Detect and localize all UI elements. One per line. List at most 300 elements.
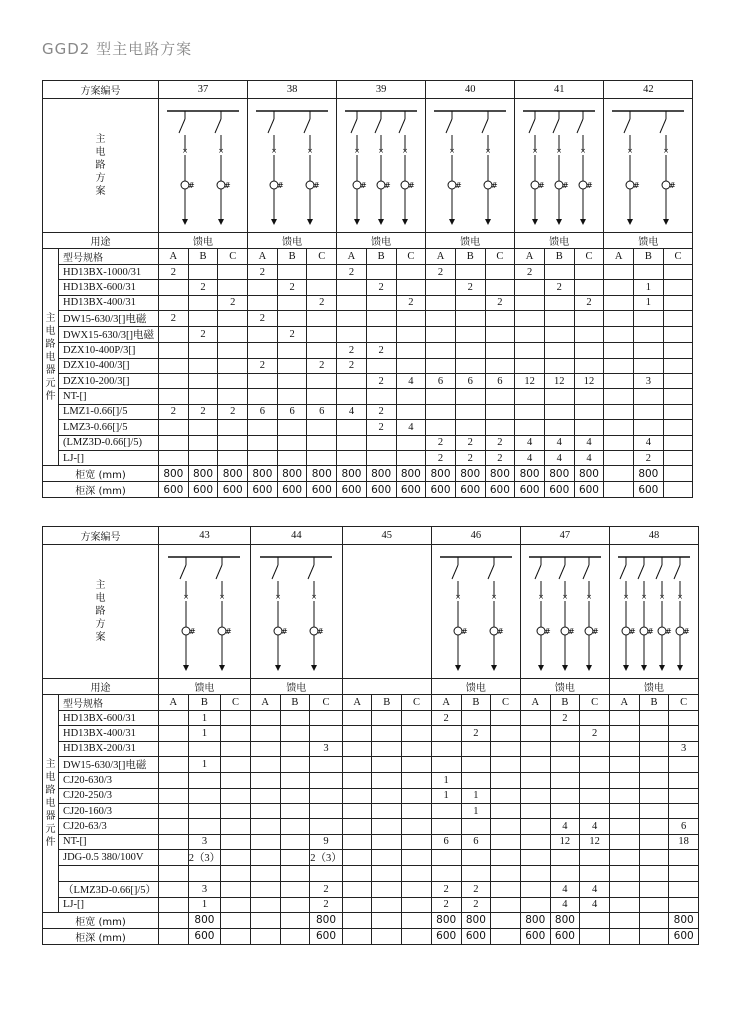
component-qty	[604, 358, 634, 373]
cabinet-depth-label: 柜深 (mm)	[43, 928, 159, 944]
component-qty	[337, 389, 367, 404]
component-qty	[159, 435, 189, 450]
component-qty: 6	[277, 404, 307, 419]
cabinet-depth-value	[221, 928, 251, 944]
phase-label: C	[218, 249, 248, 265]
component-qty	[609, 757, 639, 773]
component-qty	[218, 373, 248, 388]
component-qty: 2	[310, 897, 343, 912]
component-qty	[461, 773, 491, 788]
scheme-no-label: 方案编号	[43, 81, 159, 99]
cabinet-width-value: 800	[520, 912, 550, 928]
component-qty	[485, 358, 515, 373]
component-qty	[669, 788, 699, 803]
component-qty	[639, 897, 669, 912]
component-qty	[461, 757, 491, 773]
component-qty: 2	[396, 295, 426, 310]
component-qty: 4	[550, 819, 580, 834]
component-qty	[218, 265, 248, 280]
cabinet-width-value: 800	[396, 466, 426, 482]
component-qty	[663, 265, 693, 280]
component-qty	[248, 280, 278, 295]
component-qty	[426, 311, 456, 327]
scheme-number: 38	[248, 81, 337, 99]
cabinet-depth-value	[491, 928, 521, 944]
component-qty	[277, 435, 307, 450]
svg-text:×: ×	[454, 592, 461, 601]
component-qty	[310, 757, 343, 773]
component-qty: 2	[310, 881, 343, 897]
cabinet-depth-value: 600	[634, 482, 664, 498]
component-qty	[396, 280, 426, 295]
phase-label: C	[485, 249, 515, 265]
component-qty	[520, 711, 550, 726]
component-qty	[634, 265, 664, 280]
cabinet-width-value	[491, 912, 521, 928]
component-qty	[574, 404, 604, 419]
usage-value: 馈电	[248, 233, 337, 249]
cabinet-depth-value: 600	[366, 482, 396, 498]
elements-label-text: 主 电 路 电 器 元 件	[45, 758, 56, 848]
component-qty	[342, 819, 372, 834]
component-qty: 2	[159, 265, 189, 280]
component-qty	[426, 343, 456, 358]
phase-label: C	[221, 695, 251, 711]
svg-text:#: #	[538, 180, 545, 190]
component-qty	[337, 311, 367, 327]
component-qty	[455, 389, 485, 404]
svg-text:×: ×	[580, 146, 587, 155]
component-qty	[520, 866, 550, 881]
svg-text:#: #	[455, 180, 462, 190]
phase-label: C	[580, 695, 610, 711]
component-qty: 3	[310, 741, 343, 756]
component-qty	[307, 373, 337, 388]
component-qty: 2（3）	[310, 850, 343, 866]
component-qty	[634, 389, 664, 404]
component-qty	[396, 450, 426, 465]
component-qty	[280, 788, 310, 803]
component-qty	[159, 741, 189, 756]
cabinet-width-value	[604, 466, 634, 482]
circuit-diagram-cell	[248, 99, 337, 233]
component-qty	[342, 757, 372, 773]
component-qty	[188, 788, 221, 803]
component-qty: 2	[550, 711, 580, 726]
component-qty	[604, 311, 634, 327]
component-name: DW15-630/3[]电磁	[59, 311, 159, 327]
component-qty: 2	[426, 265, 456, 280]
component-name: CJ20-63/3	[59, 819, 159, 834]
phase-label: A	[609, 695, 639, 711]
component-qty	[604, 280, 634, 295]
cabinet-width-value	[372, 912, 402, 928]
component-qty	[396, 311, 426, 327]
cabinet-depth-value	[402, 928, 432, 944]
component-qty	[277, 420, 307, 435]
component-qty	[250, 897, 280, 912]
svg-text:#: #	[188, 180, 195, 190]
component-qty	[159, 819, 189, 834]
component-qty	[188, 773, 221, 788]
component-qty: 4	[396, 373, 426, 388]
usage-value: 馈电	[431, 679, 520, 695]
cabinet-width-value: 800	[310, 912, 343, 928]
component-qty: 1	[461, 788, 491, 803]
component-qty	[604, 404, 634, 419]
component-qty: 6	[248, 404, 278, 419]
component-qty	[277, 389, 307, 404]
component-name: HD13BX-400/31	[59, 726, 159, 741]
component-qty: 2	[485, 435, 515, 450]
component-qty	[639, 866, 669, 881]
circuit-diagram	[161, 101, 245, 231]
component-name: CJ20-250/3	[59, 788, 159, 803]
component-qty: 2	[366, 404, 396, 419]
component-qty	[604, 435, 634, 450]
component-qty	[580, 803, 610, 818]
component-qty	[609, 866, 639, 881]
component-qty: 2	[277, 280, 307, 295]
phase-label: B	[461, 695, 491, 711]
component-qty	[544, 389, 574, 404]
component-name: NT-[]	[59, 389, 159, 404]
scheme-number: 47	[520, 527, 609, 545]
component-qty	[634, 420, 664, 435]
svg-text:×: ×	[585, 592, 592, 601]
svg-text:#: #	[281, 626, 289, 636]
svg-text:×: ×	[307, 146, 314, 155]
component-qty	[402, 866, 432, 881]
component-qty: 2	[307, 295, 337, 310]
component-qty	[372, 803, 402, 818]
component-qty: 2	[461, 897, 491, 912]
component-qty: 12	[544, 373, 574, 388]
component-qty	[402, 773, 432, 788]
component-qty	[491, 803, 521, 818]
component-qty: 6	[426, 373, 456, 388]
cabinet-width-value	[159, 912, 189, 928]
scheme-no-label: 方案编号	[43, 527, 159, 545]
component-qty	[639, 741, 669, 756]
component-qty	[221, 757, 251, 773]
component-qty	[372, 757, 402, 773]
component-qty	[550, 850, 580, 866]
component-qty: 2	[485, 295, 515, 310]
circuit-diagram-cell	[609, 545, 698, 679]
circuit-diagram	[606, 101, 690, 231]
component-qty	[250, 866, 280, 881]
component-qty: 2	[366, 343, 396, 358]
component-qty	[159, 280, 189, 295]
component-qty	[431, 866, 461, 881]
component-qty	[221, 711, 251, 726]
circuit-diagram	[250, 101, 334, 231]
cabinet-width-value: 800	[188, 466, 218, 482]
component-qty	[544, 404, 574, 419]
component-qty	[402, 881, 432, 897]
component-qty	[277, 358, 307, 373]
component-qty	[663, 343, 693, 358]
component-qty	[280, 741, 310, 756]
component-qty	[609, 741, 639, 756]
component-qty	[669, 897, 699, 912]
component-qty	[342, 773, 372, 788]
component-qty	[520, 897, 550, 912]
component-qty	[574, 389, 604, 404]
component-qty	[485, 343, 515, 358]
elements-label	[43, 249, 59, 466]
svg-text:#: #	[384, 180, 391, 190]
component-qty	[431, 803, 461, 818]
cabinet-width-value: 800	[366, 466, 396, 482]
cabinet-width-value: 800	[248, 466, 278, 482]
component-qty	[188, 373, 218, 388]
circuit-diagram	[434, 547, 518, 677]
cabinet-width-value: 800	[455, 466, 485, 482]
component-qty	[248, 327, 278, 343]
component-qty	[280, 881, 310, 897]
component-qty	[609, 850, 639, 866]
component-qty	[218, 311, 248, 327]
scheme-number: 41	[515, 81, 604, 99]
component-qty	[396, 404, 426, 419]
cabinet-depth-value: 600	[426, 482, 456, 498]
cabinet-depth-value	[580, 928, 610, 944]
scheme-number: 40	[426, 81, 515, 99]
cabinet-depth-value: 600	[159, 482, 189, 498]
component-qty: 12	[515, 373, 545, 388]
component-qty	[455, 420, 485, 435]
svg-text:#: #	[633, 180, 641, 190]
component-qty	[277, 450, 307, 465]
component-qty	[159, 757, 189, 773]
scheme-number: 46	[431, 527, 520, 545]
component-qty: 9	[310, 834, 343, 849]
component-qty	[639, 757, 669, 773]
component-qty	[485, 420, 515, 435]
component-qty	[159, 711, 189, 726]
cabinet-depth-value	[663, 482, 693, 498]
component-qty	[159, 389, 189, 404]
component-qty: 4	[634, 435, 664, 450]
cabinet-width-value: 800	[634, 466, 664, 482]
component-qty	[550, 866, 580, 881]
component-qty	[280, 726, 310, 741]
component-qty	[491, 866, 521, 881]
component-qty	[485, 404, 515, 419]
component-qty	[455, 327, 485, 343]
component-qty	[520, 850, 550, 866]
component-qty	[310, 711, 343, 726]
component-qty	[250, 819, 280, 834]
component-qty	[218, 389, 248, 404]
component-qty: 2	[574, 295, 604, 310]
component-qty	[218, 327, 248, 343]
component-qty	[669, 850, 699, 866]
component-qty	[639, 788, 669, 803]
component-qty	[574, 420, 604, 435]
svg-text:×: ×	[663, 146, 670, 155]
component-qty	[491, 757, 521, 773]
component-qty	[277, 311, 307, 327]
component-qty	[550, 741, 580, 756]
component-qty: 1	[634, 280, 664, 295]
cabinet-width-value	[663, 466, 693, 482]
component-name: (LMZ3D-0.66[]/5)	[59, 435, 159, 450]
component-qty: 2	[248, 265, 278, 280]
cabinet-width-value	[402, 912, 432, 928]
component-qty	[663, 404, 693, 419]
component-qty	[634, 327, 664, 343]
component-qty	[402, 803, 432, 818]
component-qty	[221, 803, 251, 818]
phase-label: A	[431, 695, 461, 711]
component-qty	[426, 295, 456, 310]
component-qty	[544, 295, 574, 310]
component-qty	[609, 819, 639, 834]
component-qty	[307, 327, 337, 343]
component-qty	[669, 803, 699, 818]
component-qty: 1	[188, 757, 221, 773]
component-qty	[402, 726, 432, 741]
component-name: HD13BX-600/31	[59, 711, 159, 726]
component-qty: 4	[396, 420, 426, 435]
component-qty	[342, 866, 372, 881]
component-name: JDG-0.5 380/100V	[59, 850, 159, 866]
component-qty	[307, 265, 337, 280]
phase-label: C	[574, 249, 604, 265]
component-qty	[663, 450, 693, 465]
component-qty	[663, 435, 693, 450]
svg-text:×: ×	[311, 592, 318, 601]
component-qty: 2	[431, 881, 461, 897]
component-qty	[669, 757, 699, 773]
phase-label: A	[515, 249, 545, 265]
cabinet-width-value	[250, 912, 280, 928]
cabinet-depth-value: 600	[455, 482, 485, 498]
component-qty	[188, 295, 218, 310]
component-qty: 2	[455, 280, 485, 295]
phase-label: C	[402, 695, 432, 711]
usage-value	[342, 679, 431, 695]
cabinet-depth-value	[280, 928, 310, 944]
component-qty	[188, 450, 218, 465]
cabinet-width-value: 800	[550, 912, 580, 928]
component-qty	[280, 834, 310, 849]
component-qty	[277, 373, 307, 388]
component-qty: 12	[580, 834, 610, 849]
scheme-number: 37	[159, 81, 248, 99]
circuit-diagram	[339, 101, 423, 231]
component-qty	[248, 389, 278, 404]
cabinet-depth-value: 600	[669, 928, 699, 944]
component-qty	[248, 343, 278, 358]
component-qty	[520, 834, 550, 849]
svg-text:#: #	[562, 180, 569, 190]
component-qty	[491, 741, 521, 756]
scheme-number: 39	[337, 81, 426, 99]
component-qty	[520, 757, 550, 773]
circuit-diagram	[612, 547, 696, 677]
component-qty: 6	[485, 373, 515, 388]
component-qty	[520, 741, 550, 756]
cabinet-depth-value	[250, 928, 280, 944]
component-qty	[550, 757, 580, 773]
cabinet-depth-value	[159, 928, 189, 944]
component-qty	[604, 295, 634, 310]
cabinet-depth-value	[604, 482, 634, 498]
component-qty	[402, 850, 432, 866]
component-qty	[280, 803, 310, 818]
cabinet-depth-value: 600	[461, 928, 491, 944]
cabinet-width-value	[342, 912, 372, 928]
component-qty	[310, 788, 343, 803]
component-qty	[639, 819, 669, 834]
component-qty	[491, 726, 521, 741]
component-qty: 2	[248, 358, 278, 373]
phase-label: C	[396, 249, 426, 265]
cabinet-depth-value: 600	[485, 482, 515, 498]
usage-value: 馈电	[520, 679, 609, 695]
component-qty	[520, 819, 550, 834]
component-qty: 18	[669, 834, 699, 849]
component-qty: 2	[461, 726, 491, 741]
component-qty	[574, 280, 604, 295]
component-qty	[307, 280, 337, 295]
component-qty	[396, 343, 426, 358]
component-qty	[159, 327, 189, 343]
component-qty	[188, 819, 221, 834]
scheme-number: 45	[342, 527, 431, 545]
component-name: （LMZ3D-0.66[]/5）	[59, 881, 159, 897]
component-qty	[221, 741, 251, 756]
component-qty	[366, 358, 396, 373]
svg-text:#: #	[277, 180, 284, 190]
svg-text:#: #	[313, 180, 320, 190]
cabinet-depth-value: 600	[248, 482, 278, 498]
phase-label: B	[188, 249, 218, 265]
component-qty	[188, 343, 218, 358]
component-qty	[248, 435, 278, 450]
component-qty	[455, 343, 485, 358]
component-qty: 2	[455, 435, 485, 450]
component-qty	[310, 866, 343, 881]
component-name: DZX10-200/3[]	[59, 373, 159, 388]
cabinet-width-value: 800	[485, 466, 515, 482]
component-qty	[402, 711, 432, 726]
svg-text:#: #	[491, 180, 498, 190]
component-qty	[544, 265, 574, 280]
component-qty	[307, 389, 337, 404]
component-qty	[455, 295, 485, 310]
component-qty: 1	[188, 711, 221, 726]
cabinet-width-value: 800	[188, 912, 221, 928]
circuit-diagram-cell	[431, 545, 520, 679]
component-name: HD13BX-1000/31	[59, 265, 159, 280]
svg-text:×: ×	[659, 592, 665, 601]
component-qty	[159, 295, 189, 310]
component-qty	[402, 757, 432, 773]
svg-text:#: #	[496, 626, 504, 636]
component-qty	[277, 343, 307, 358]
component-qty	[639, 773, 669, 788]
component-qty	[221, 850, 251, 866]
svg-text:×: ×	[641, 592, 647, 601]
component-qty	[574, 358, 604, 373]
component-qty	[372, 819, 402, 834]
circuit-diagram-cell	[159, 545, 251, 679]
